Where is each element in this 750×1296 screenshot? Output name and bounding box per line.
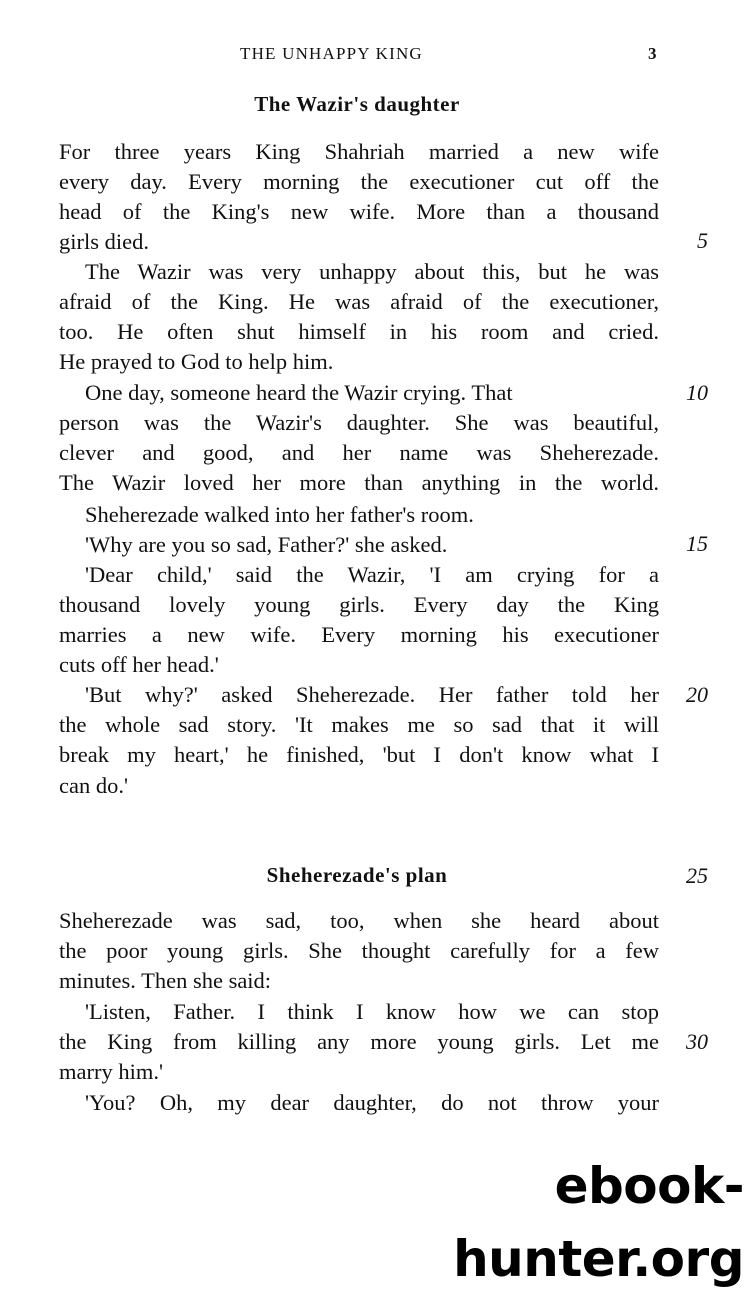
text-line: break my heart,' he finished, 'but I don't know what I [59, 742, 659, 767]
text-line: Sheherezade was sad, too, when she heard about [59, 908, 659, 933]
text-line: The Wazir loved her more than anything in the world. [59, 470, 659, 495]
text-line: thousand lovely young girls. Every day the King [59, 592, 659, 617]
text-line: marry him.' [59, 1059, 164, 1084]
text-line: 'You? Oh, my dear daughter, do not throw your [85, 1090, 659, 1115]
section-heading-wazirs-daughter: The Wazir's daughter [254, 92, 460, 116]
line-number: 25 [686, 863, 708, 888]
watermark-text: ebook-hunter.org [453, 1157, 744, 1288]
text-line: the King from killing any more young girls. Let me [59, 1029, 659, 1054]
text-line: One day, someone heard the Wazir crying. That [85, 380, 513, 405]
section-heading-sheherezades-plan: Sheherezade's plan [266, 863, 448, 887]
text-line: the poor young girls. She thought carefully for a few [59, 938, 659, 963]
text-line: 'Dear child,' said the Wazir, 'I am crying for a [85, 562, 659, 587]
text-line: marries a new wife. Every morning his executioner [59, 622, 659, 647]
text-line: clever and good, and her name was Sheherezade. [59, 440, 659, 465]
text-line: person was the Wazir's daughter. She was beautiful, [59, 410, 659, 435]
text-line: The Wazir was very unhappy about this, but he was [85, 259, 659, 284]
text-line: For three years King Shahriah married a new wife [59, 139, 659, 164]
text-line: every day. Every morning the executioner cut off the [59, 169, 659, 194]
text-line: girls died. [59, 229, 149, 254]
watermark [280, 1150, 750, 1288]
line-number: 30 [686, 1029, 708, 1054]
text-line: too. He often shut himself in his room and cried. [59, 319, 659, 344]
text-line: can do.' [59, 773, 129, 798]
text-line: head of the King's new wife. More than a thousand [59, 199, 659, 224]
line-number: 15 [686, 531, 708, 556]
text-line: cuts off her head.' [59, 652, 219, 677]
page-number: 3 [648, 44, 657, 63]
text-line: the whole sad story. 'It makes me so sad that it will [59, 712, 659, 737]
text-line: 'Listen, Father. I think I know how we can stop [85, 999, 659, 1024]
text-line: afraid of the King. He was afraid of the executioner, [59, 289, 659, 314]
line-number: 20 [686, 682, 708, 707]
text-line: minutes. Then she said: [59, 968, 272, 993]
line-number: 10 [686, 380, 708, 405]
running-title: THE UNHAPPY KING [240, 44, 423, 63]
text-line: Sheherezade walked into her father's room. [85, 502, 474, 527]
text-line: 'Why are you so sad, Father?' she asked. [85, 532, 448, 557]
running-head [0, 44, 750, 64]
text-line: 'But why?' asked Sheherezade. Her father told her [85, 682, 659, 707]
text-line: He prayed to God to help him. [59, 349, 334, 374]
line-number: 5 [697, 228, 708, 253]
